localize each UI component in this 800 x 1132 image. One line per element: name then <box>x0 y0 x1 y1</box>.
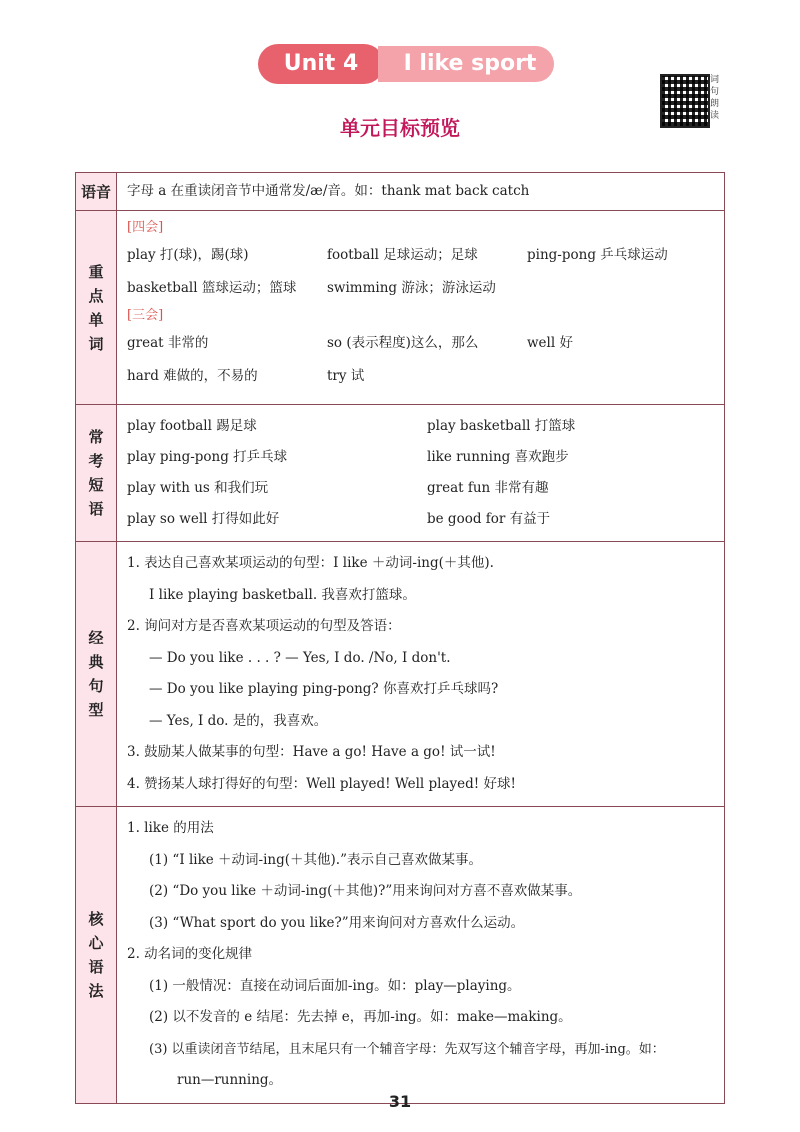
phrases-row <box>76 405 725 542</box>
unit-banner <box>258 44 554 84</box>
sentences-body <box>117 542 725 807</box>
word-row: play 打(球)，踢(球) football 足球运动；足球 ping-pong 乒乓球运动 <box>127 247 668 263</box>
grammar-line: (3) 以重读闭音节结尾，且末尾只有一个辅音字母：先双写这个辅音字母，再加-ing。如： <box>149 1041 665 1057</box>
phrase-row: play with us 和我们玩 great fun 非常有趣 <box>127 480 549 496</box>
page-subtitle: 单元目标预览 <box>340 116 460 140</box>
grammar-line: run—running。 <box>177 1072 283 1088</box>
phrase-row: play ping-pong 打乒乓球 like running 喜欢跑步 <box>127 449 569 465</box>
sentence-line: 3. 鼓励某人做某事的句型：Have a go! Have a go! 试一试! <box>127 744 496 760</box>
sentence-line: — Yes, I do. 是的，我喜欢。 <box>149 712 328 729</box>
words-row <box>76 211 725 405</box>
words-body <box>117 211 725 405</box>
word-row: great 非常的 so (表示程度)这么，那么 well 好 <box>127 335 573 351</box>
tag-three-skills: [三会] <box>127 308 164 323</box>
unit-title: I like sport <box>378 46 554 82</box>
grammar-body <box>117 807 725 1104</box>
phrases-body <box>117 405 725 542</box>
grammar-row <box>76 807 725 1104</box>
phrase-row: play so well 打得如此好 be good for 有益于 <box>127 511 551 527</box>
words-head: 重 点 单 词 <box>76 211 117 405</box>
grammar-head: 核 心 语 法 <box>76 807 117 1104</box>
grammar-line: (3) “What sport do you like?”用来询问对方喜欢什么运动。 <box>149 914 525 931</box>
page-number: 31 <box>388 1092 412 1111</box>
preview-table <box>75 172 725 1104</box>
sentence-line: — Do you like . . . ? — Yes, I do. /No, I don't. <box>149 649 451 666</box>
phrases-head: 常 考 短 语 <box>76 405 117 542</box>
phrase-row: play football 踢足球 play basketball 打篮球 <box>127 418 576 434</box>
sentence-line: — Do you like playing ping-pong? 你喜欢打乒乓球吗? <box>149 681 499 697</box>
sentence-line: 1. 表达自己喜欢某项运动的句型：I like ＋动词-ing(＋其他). <box>127 555 494 571</box>
sentence-line: 4. 赞扬某人球打得好的句型：Well played! Well played! 好球! <box>127 775 516 792</box>
grammar-line: (1) 一般情况：直接在动词后面加-ing。如：play—playing。 <box>149 977 521 994</box>
phonics-row <box>76 173 725 211</box>
tag-four-skills: [四会] <box>127 220 164 235</box>
sentence-line: 2. 询问对方是否喜欢某项运动的句型及答语： <box>127 618 401 634</box>
qr-label: 词句朗读 <box>710 75 720 121</box>
word-row: hard 难做的，不易的 try 试 <box>127 368 365 384</box>
word-row: basketball 篮球运动；篮球 swimming 游泳；游泳运动 <box>127 280 496 296</box>
sentence-line: I like playing basketball. 我喜欢打篮球。 <box>149 586 416 603</box>
sentences-row <box>76 542 725 807</box>
phonics-head: 语音 <box>76 173 117 211</box>
unit-label: Unit 4 <box>258 44 384 84</box>
sentences-head: 经 典 句 型 <box>76 542 117 807</box>
grammar-line: (1) “I like ＋动词-ing(＋其他).”表示自己喜欢做某事。 <box>149 851 482 868</box>
grammar-line: 2. 动名词的变化规律 <box>127 946 253 962</box>
grammar-line: (2) “Do you like ＋动词-ing(＋其他)?”用来询问对方喜不喜欢做某事。 <box>149 883 582 899</box>
grammar-line: 1. like 的用法 <box>127 820 214 836</box>
phonics-text: 字母 a 在重读闭音节中通常发/æ/音。如：thank mat back catch <box>117 173 725 211</box>
grammar-line: (2) 以不发音的 e 结尾：先去掉 e，再加-ing。如：make—making。 <box>149 1009 572 1025</box>
